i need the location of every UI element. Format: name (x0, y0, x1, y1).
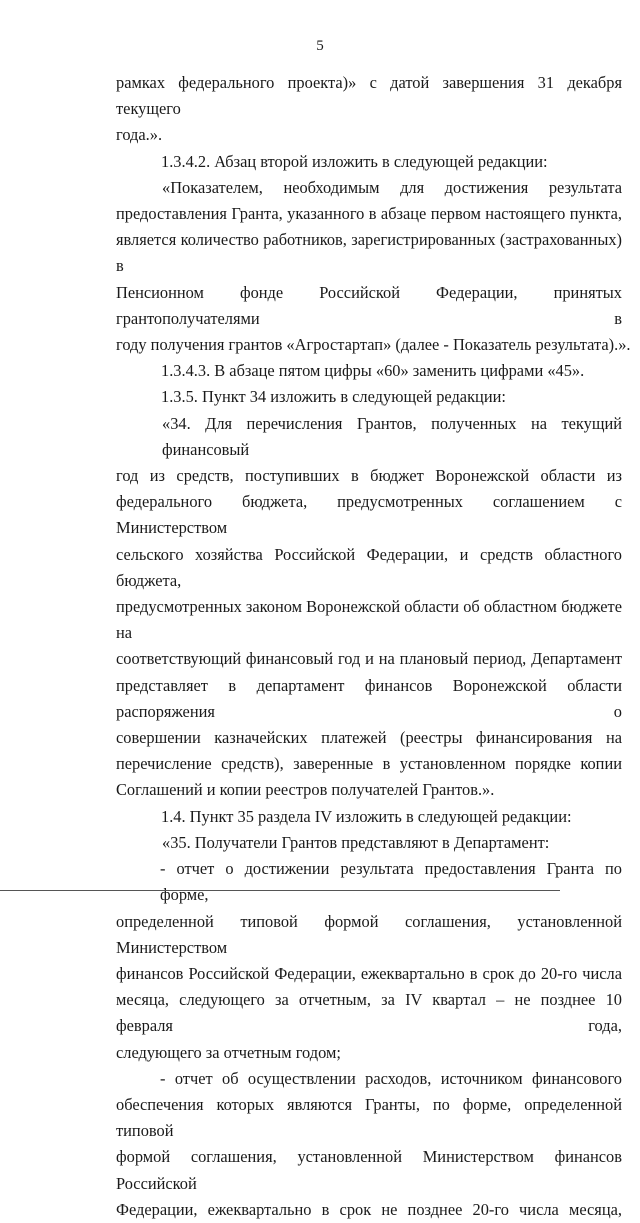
text-line: представляет в департамент финансов Воронежской области распоряжения о (116, 675, 622, 721)
text-line: совершении казначейских платежей (реестры финансирования на (116, 728, 622, 748)
text-line: соответствующий финансовый год и на плановый период, Департамент (116, 649, 622, 669)
text-line: следующего за отчетным годом; (116, 1042, 341, 1062)
text-line: «34. Для перечисления Грантов, полученных на текущий финансовый (162, 413, 622, 459)
footer-rule (0, 890, 560, 891)
text-line: месяца, следующего за отчетным, за IV квартал – не позднее 10 февраля года, (116, 990, 622, 1036)
text-line: формой соглашения, установленной Министерством финансов Российской (116, 1147, 622, 1193)
text-line: является количество работников, зарегистрированных (застрахованных) в (116, 230, 622, 276)
text-line: рамках федерального проекта)» с датой завершения 31 декабря текущего (116, 73, 622, 119)
text-line: - отчет о достижении результата предоставления Гранта по форме, (160, 859, 622, 905)
page-number: 5 (316, 38, 324, 54)
text-line: 1.4. Пункт 35 раздела IV изложить в следующей редакции: (161, 806, 572, 826)
text-line: году получения грантов «Агростартап» (далее - Показатель результата).». (116, 335, 631, 355)
text-line: сельского хозяйства Российской Федерации, и средств областного бюджета, (116, 544, 622, 590)
text-line: финансов Российской Федерации, ежеквартально в срок до 20-го числа (116, 963, 622, 983)
text-line: 1.3.4.2. Абзац второй изложить в следующей редакции: (161, 151, 548, 171)
text-line: обеспечения которых являются Гранты, по форме, определенной типовой (116, 1094, 622, 1141)
text-line: «35. Получатели Грантов представляют в Департамент: (162, 832, 550, 852)
text-line: год из средств, поступивших в бюджет Воронежской области из (116, 466, 622, 486)
text-line: 1.3.5. Пункт 34 изложить в следующей редакции: (161, 387, 506, 407)
text-line: предусмотренных законом Воронежской области об областном бюджете на (116, 597, 622, 643)
text-line: 1.3.4.3. В абзаце пятом цифры «60» заменить цифрами «45». (161, 361, 585, 381)
text-line: перечисление средств), заверенные в установленном порядке копии (116, 754, 622, 774)
text-line: Федерации, ежеквартально в срок не позднее 20-го числа месяца, (116, 1199, 622, 1219)
text-line: - отчет об осуществлении расходов, источником финансового (160, 1068, 622, 1088)
text-line: года.». (116, 125, 163, 145)
text-line: предоставления Гранта, указанного в абзаце первом настоящего пункта, (116, 204, 622, 224)
text-line: определенной типовой формой соглашения, установленной Министерством (116, 911, 622, 957)
document-body (116, 70, 631, 1223)
text-line: Пенсионном фонде Российской Федерации, принятых грантополучателями в (116, 282, 622, 328)
text-line: «Показателем, необходимым для достижения результата (162, 177, 622, 197)
text-line: Соглашений и копии реестров получателей Грантов.». (116, 780, 495, 800)
text-line: федерального бюджета, предусмотренных соглашением с Министерством (116, 492, 622, 538)
